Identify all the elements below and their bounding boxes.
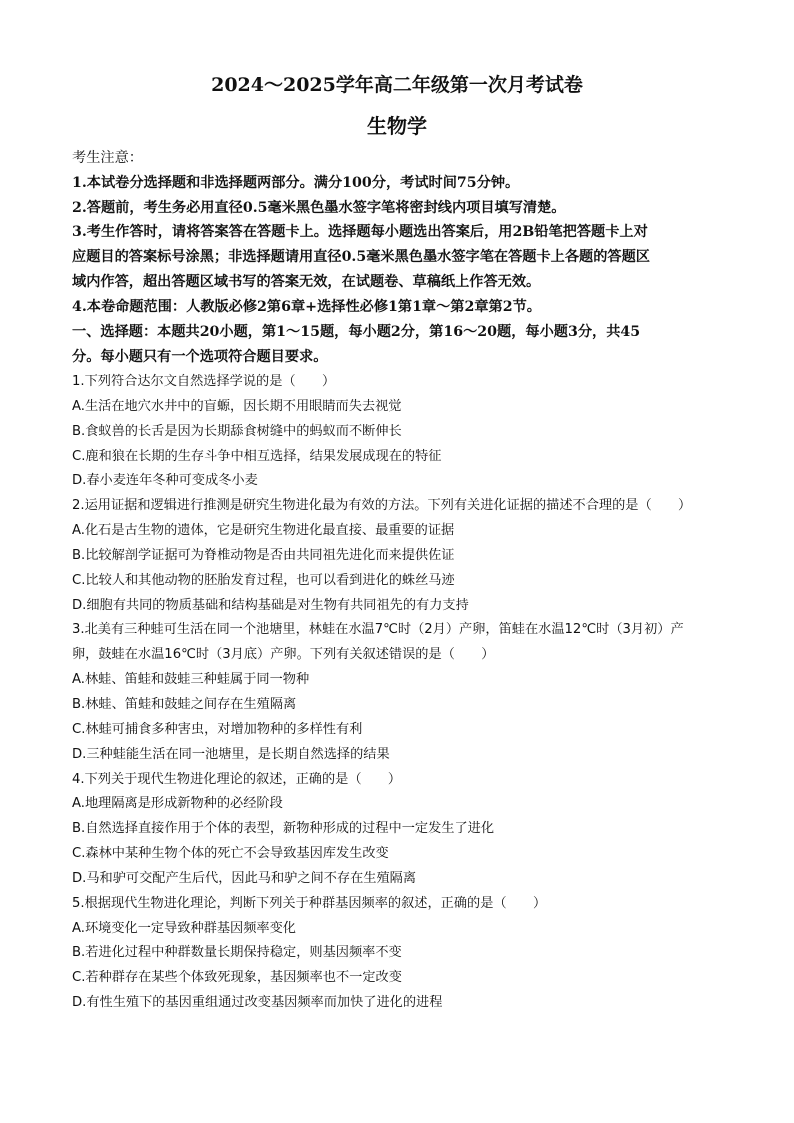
- note-line: 1.本试卷分选择题和非选择题两部分。满分100分，考试时间75分钟。: [72, 174, 520, 191]
- note-line: 3.考生作答时，请将答案答在答题卡上。选择题每小题选出答案后，用2B铅笔把答题卡上对: [72, 224, 648, 241]
- question-option: D.三种蛙能生活在同一池塘里，是长期自然选择的结果: [72, 746, 390, 762]
- question-option: C.比较人和其他动物的胚胎发育过程，也可以看到进化的蛛丝马迹: [72, 572, 455, 588]
- question-stem: 1.下列符合达尔文自然选择学说的是（ ）: [72, 374, 336, 389]
- question-option: B.食蚁兽的长舌是因为长期舔食树缝中的蚂蚁而不断伸长: [72, 423, 402, 439]
- question-option: D.有性生殖下的基因重组通过改变基因频率而加快了进化的进程: [72, 995, 443, 1011]
- section-line: 一、选择题：本题共20小题，第1～15题，每小题2分，第16～20题，每小题3分，共45: [72, 324, 641, 340]
- question-option: C.鹿和狼在长期的生存斗争中相互选择，结果发展成现在的特征: [72, 448, 442, 464]
- question-option: C.若种群存在某些个体致死现象，基因频率也不一定改变: [72, 970, 402, 986]
- question-option: B.自然选择直接作用于个体的表型，新物种形成的过程中一定发生了进化: [72, 821, 495, 837]
- note-line: 2.答题前，考生务必用直径0.5毫米黑色墨水签字笔将密封线内项目填写清楚。: [72, 199, 566, 216]
- question-option: A.生活在地穴水井中的盲螈，因长期不用眼睛而失去视觉: [72, 398, 402, 414]
- notes-heading: 考生注意：: [72, 150, 143, 166]
- section-heading: [72, 320, 732, 370]
- question-option: D.细胞有共同的物质基础和结构基础是对生物有共同祖先的有力支持: [72, 597, 469, 613]
- question-option: C.林蛙可捕食多种害虫，对增加物种的多样性有利: [72, 721, 363, 737]
- question-stem: 卵，鼓蛙在水温16℃时（3月底）产卵。下列有关叙述错误的是（ ）: [72, 647, 495, 663]
- question-option: B.若进化过程中种群数量长期保持稳定，则基因频率不变: [72, 945, 402, 961]
- question-option: D.马和驴可交配产生后代，因此马和驴之间不存在生殖隔离: [72, 870, 417, 886]
- candidate-notes: [72, 146, 732, 320]
- section-line: 分。每小题只有一个选项符合题目要求。: [72, 348, 328, 365]
- question-option: D.春小麦连年冬种可变成冬小麦: [72, 473, 258, 489]
- note-line: 域内作答，超出答题区域书写的答案无效，在试题卷、草稿纸上作答无效。: [72, 273, 541, 290]
- note-line: 4.本卷命题范围：人教版必修2第6章+选择性必修1第1章～第2章第2节。: [72, 298, 541, 315]
- question-stem: 2.运用证据和逻辑进行推测是研究生物进化最为有效的方法。下列有关进化证据的描述不合理的是（ ）: [72, 498, 692, 514]
- question-option: A.化石是古生物的遗体，它是研究生物进化最直接、最重要的证据: [72, 523, 455, 539]
- question-option: A.林蛙、笛蛙和鼓蛙三种蛙属于同一物种: [72, 672, 310, 688]
- question-option: B.比较解剖学证据可为脊椎动物是否由共同祖先进化而来提供佐证: [72, 547, 455, 563]
- subject-title: 生物学: [367, 114, 427, 138]
- question-stem: 3.北美有三种蛙可生活在同一个池塘里，林蛙在水温7℃时（2月）产卵，笛蛙在水温12℃时（3月初）产: [72, 622, 684, 638]
- question-list: [72, 370, 732, 1016]
- question-stem: 4.下列关于现代生物进化理论的叙述，正确的是（ ）: [72, 771, 402, 787]
- exam-title: 2024～2025学年高二年级第一次月考试卷: [211, 74, 583, 96]
- question-option: C.森林中某种生物个体的死亡不会导致基因库发生改变: [72, 846, 389, 862]
- note-line: 应题目的答案标号涂黑；非选择题请用直径0.5毫米黑色墨水签字笔在答题卡上各题的答题区: [72, 249, 650, 266]
- question-option: A.地理隔离是形成新物种的必经阶段: [72, 796, 283, 812]
- question-option: B.林蛙、笛蛙和鼓蛙之间存在生殖隔离: [72, 696, 297, 712]
- question-stem: 5.根据现代生物进化理论，判断下列关于种群基因频率的叙述，正确的是（ ）: [72, 895, 547, 911]
- question-option: A.环境变化一定导致种群基因频率变化: [72, 920, 296, 936]
